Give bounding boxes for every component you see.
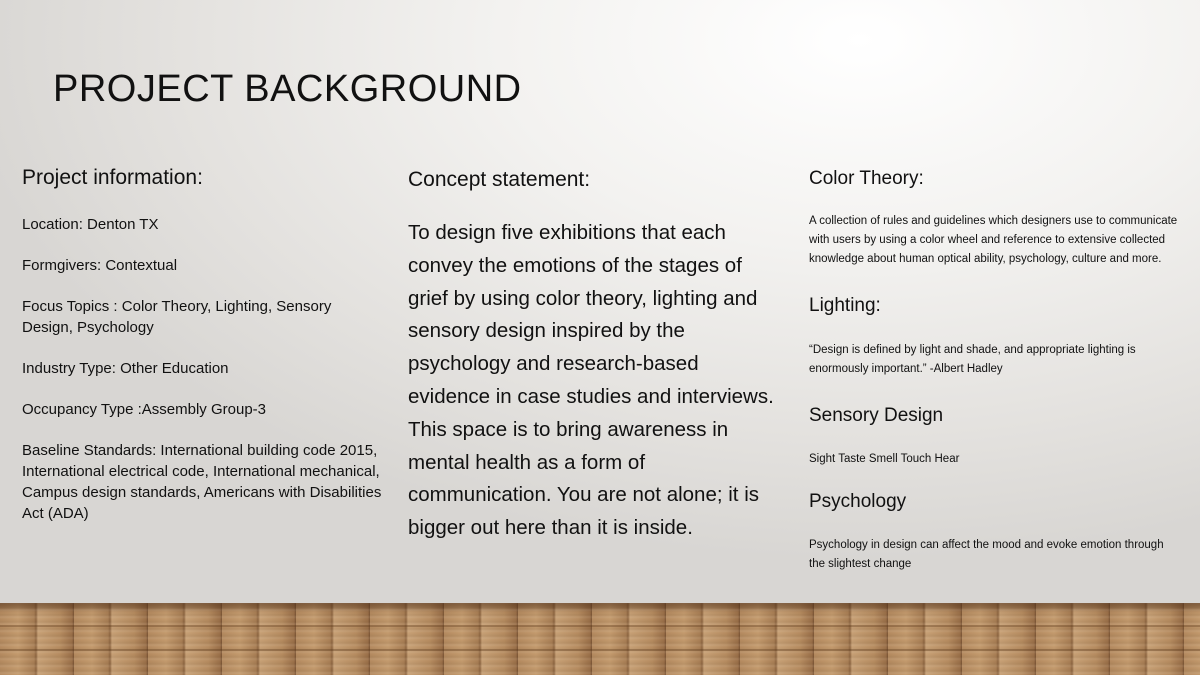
topic-sensory-design [809,405,1179,469]
sensory-design-heading: Sensory Design [809,405,944,426]
topic-lighting [809,295,1179,379]
lighting-heading: Lighting: [809,295,881,316]
project-info-heading: Project information: [22,166,203,189]
info-location: Location: Denton TX [22,216,159,233]
psychology-text: Psychology in design can affect the mood and evoke emotion through the slightest change [809,539,1164,570]
topic-color-theory [809,168,1179,269]
wood-floor-decoration [0,603,1200,675]
info-focus-topics: Focus Topics : Color Theory, Lighting, Sensory Design, Psychology [22,298,332,336]
info-occupancy-type: Occupancy Type :Assembly Group-3 [22,401,266,418]
color-theory-heading: Color Theory: [809,168,924,189]
topics-column [809,168,1179,574]
psychology-heading: Psychology [809,491,907,512]
info-industry-type: Industry Type: Other Education [22,360,229,377]
concept-heading: Concept statement: [408,168,591,191]
project-info-column [22,166,382,524]
sensory-design-text: Sight Taste Smell Touch Hear [809,453,960,465]
concept-column [408,168,783,545]
info-formgivers: Formgivers: Contextual [22,257,178,274]
color-theory-text: A collection of rules and guidelines which designers use to communicate with users by using a color wheel and reference to extensive collected knowledge about human optical ability, psychology, culture and more. [809,215,1178,265]
topic-psychology [809,491,1179,574]
project-info-list [22,214,382,524]
lighting-quote: “Design is defined by light and shade, and appropriate lighting is enormously important.” -Albert Hadley [809,344,1136,375]
concept-statement: To design five exhibitions that each convey the emotions of the stages of grief by using color theory, lighting and sensory design inspired by the psychology and research-based evidence in case studies and interviews. This space is to bring awareness in mental health as a form of communication. You are not alone; it is bigger out here than it is inside. [408,221,774,540]
info-baseline-standards: Baseline Standards: International building code 2015, International electrical code, International mechanical, Campus design standards, Americans with Disabilities Act (ADA) [22,442,382,522]
slide-title: PROJECT BACKGROUND [53,68,522,110]
